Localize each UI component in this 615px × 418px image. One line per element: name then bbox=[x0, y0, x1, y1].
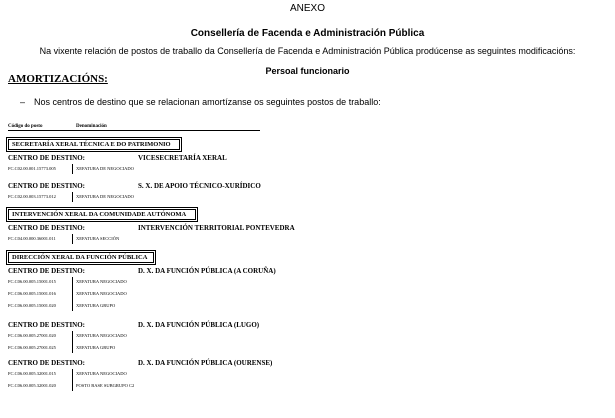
center-name: INTERVENCIÓN TERRITORIAL PONTEVEDRA bbox=[138, 224, 295, 232]
post-description: XEFATURA NEGOCIADO bbox=[76, 333, 127, 338]
row-divider bbox=[72, 164, 73, 174]
post-code: FC.C02.00.003.15773.012 bbox=[8, 194, 56, 199]
column-header-code: Código do posto bbox=[8, 124, 43, 129]
annex-heading: ANEXO bbox=[289, 3, 325, 14]
post-description: POSTO BASE SUBGRUPO C2 bbox=[76, 383, 135, 388]
center-label: CENTRO DE DESTINO: bbox=[8, 359, 86, 367]
row-divider bbox=[72, 277, 73, 311]
dash-marker: – bbox=[20, 97, 26, 107]
post-description: XEFATURA GRUPO bbox=[76, 303, 116, 308]
post-code: FC.C06.00.005.32001.015 bbox=[8, 371, 56, 376]
ministry-title: Consellería de Facenda e Administración Pública bbox=[190, 28, 425, 39]
center-label: CENTRO DE DESTINO: bbox=[8, 267, 86, 275]
center-name: D. X. DA FUNCIÓN PÚBLICA (OURENSE) bbox=[138, 359, 273, 367]
section-title: AMORTIZACIÓNS: bbox=[8, 73, 108, 85]
post-code: FC.C06.00.005.32001.020 bbox=[8, 383, 56, 388]
row-divider bbox=[72, 331, 73, 353]
post-code: FC.C04.00.000.36001.011 bbox=[8, 236, 56, 241]
center-label: CENTRO DE DESTINO: bbox=[8, 182, 86, 190]
center-name: VICESECRETARÍA XERAL bbox=[138, 154, 227, 162]
center-name: S. X. DE APOIO TÉCNICO-XURÍDICO bbox=[138, 182, 261, 190]
post-description: XEFATURA SECCIÓN bbox=[76, 236, 120, 241]
row-divider bbox=[72, 234, 73, 244]
group-box-1: SECRETARÍA XERAL TÉCNICA E DO PATRIMONIO bbox=[8, 139, 180, 150]
post-code: FC.C06.00.005.15001.015 bbox=[8, 279, 56, 284]
staff-type-heading: Persoal funcionario bbox=[265, 66, 350, 76]
group-box-3: DIRECCIÓN XERAL DA FUNCIÓN PÚBLICA bbox=[8, 252, 154, 263]
header-rule bbox=[8, 130, 260, 131]
post-code: FC.C06.00.005.15001.016 bbox=[8, 291, 56, 296]
post-code: FC.C06.00.005.15001.020 bbox=[8, 303, 56, 308]
post-description: XEFATURA NEGOCIADO bbox=[76, 371, 127, 376]
post-description: XEFATURA NEGOCIADO bbox=[76, 279, 127, 284]
group-box-2: INTERVENCIÓN XERAL DA COMUNIDADE AUTÓNOMA bbox=[8, 209, 196, 220]
row-divider bbox=[72, 369, 73, 391]
post-code: FC.C02.00.001.15773.005 bbox=[8, 166, 56, 171]
post-description: XEFATURA NEGOCIADO bbox=[76, 291, 127, 296]
intro-text: Na vixente relación de postos de traballo da Consellería de Facenda e Administración Pública prodúcense as seguintes modificacións: bbox=[39, 46, 576, 56]
row-divider bbox=[72, 192, 73, 202]
post-description: XEFATURA DE NEGOCIADO bbox=[76, 166, 134, 171]
post-description: XEFATURA DE NEGOCIADO bbox=[76, 194, 134, 199]
post-description: XEFATURA GRUPO bbox=[76, 345, 116, 350]
post-code: FC.C06.00.005.27001.025 bbox=[8, 345, 56, 350]
center-name: D. X. DA FUNCIÓN PÚBLICA (A CORUÑA) bbox=[138, 267, 276, 275]
center-name: D. X. DA FUNCIÓN PÚBLICA (LUGO) bbox=[138, 321, 260, 329]
center-label: CENTRO DE DESTINO: bbox=[8, 321, 86, 329]
post-code: FC.C06.00.005.27001.020 bbox=[8, 333, 56, 338]
section-description: Nos centros de destino que se relacionan amortízanse os seguintes postos de traballo: bbox=[34, 97, 381, 107]
column-header-description: Denominación bbox=[76, 124, 107, 129]
center-label: CENTRO DE DESTINO: bbox=[8, 224, 86, 232]
center-label: CENTRO DE DESTINO: bbox=[8, 154, 86, 162]
